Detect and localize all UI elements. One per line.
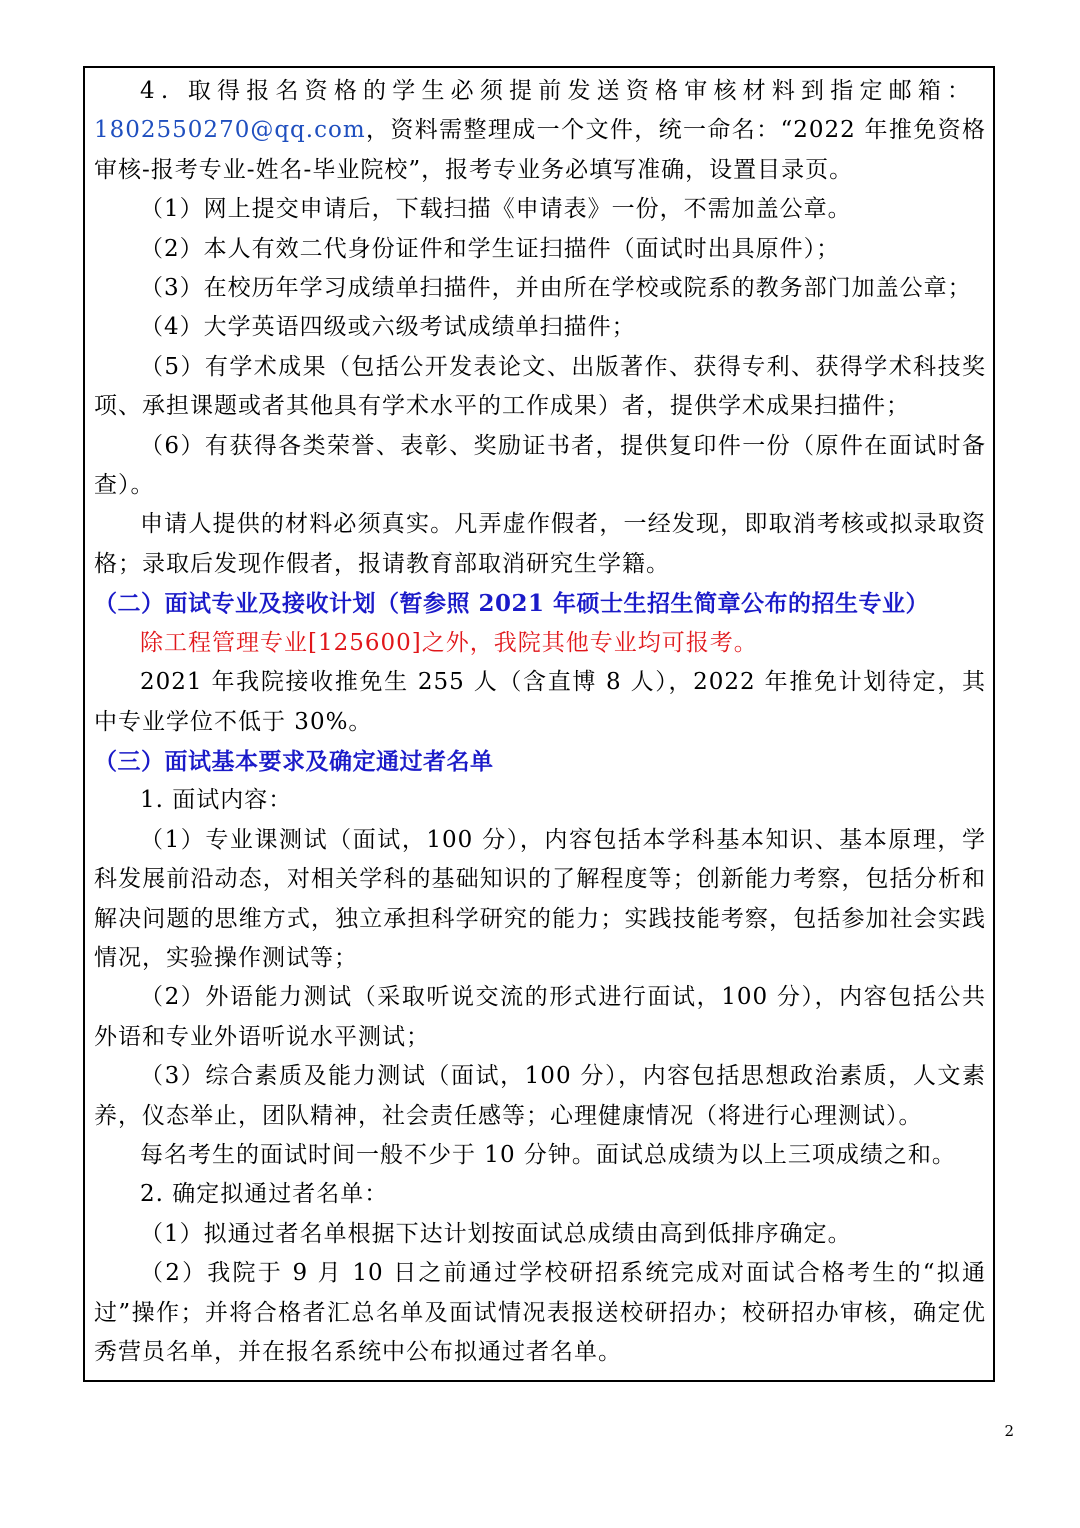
interview-duration: 每名考生的面试时间一般不少于 10 分钟。面试总成绩为以上三项成绩之和。 <box>140 1141 956 1168</box>
interview-content-item-1: （1）专业课测试（面试，100 分），内容包括本学科基本知识、基本原理，学科发展前沿动态，对相关学科的基础知识的了解程度等；创新能力考察，包括分析和解决问题的思维方式，独立承担科学研究的能力；实践技能考察，包括参加社会实践情况，实验操作测试等； <box>94 826 986 971</box>
email-address: 1802550270@qq.com <box>94 117 366 144</box>
authenticity-note: 申请人提供的材料必须真实。凡弄虚作假者，一经发现，即取消考核或拟录取资格；录取后发现作假者，报请教育部取消研究生学籍。 <box>94 511 986 577</box>
section2-plan: 2021 年我院接收推免生 255 人（含直博 8 人），2022 年推免计划待定，其中专业学位不低于 30%。 <box>94 669 986 735</box>
section2-red-note: 除工程管理专业[125600]之外，我院其他专业均可报考。 <box>140 629 758 656</box>
page-number: 2 <box>1004 1422 1014 1440</box>
section2-heading: （二）面试专业及接收计划（暂参照 2021 年硕士生招生简章公布的招生专业） <box>94 590 930 618</box>
item4-line1: 4. 取得报名资格的学生必须提前发送资格审核材料到指定邮箱： <box>140 78 977 104</box>
material-item-5: （5）有学术成果（包括公开发表论文、出版著作、获得专利、获得学术科技奖项、承担课题或者其他具有学术水平的工作成果）者，提供学术成果扫描件； <box>94 353 986 420</box>
document-content <box>94 72 986 1372</box>
interview-content-item-2: （2）外语能力测试（采取听说交流的形式进行面试，100 分），内容包括公共外语和专业外语听说水平测试； <box>94 984 986 1050</box>
material-item-6: （6）有获得各类荣誉、表彰、奖励证书者，提供复印件一份（原件在面试时备查）。 <box>94 432 986 499</box>
material-item-2: （2）本人有效二代身份证件和学生证扫描件（面试时出具原件）； <box>140 235 841 262</box>
pass-list-item-1: （1）拟通过者名单根据下达计划按面试总成绩由高到低排序确定。 <box>140 1220 852 1247</box>
pass-list-title: 2. 确定拟通过者名单： <box>140 1181 389 1208</box>
interview-content-item-3: （3）综合素质及能力测试（面试，100 分），内容包括思想政治素质，人文素养，仪态举止，团队精神，社会责任感等；心理健康情况（将进行心理测试）。 <box>94 1063 986 1129</box>
item4-paragraph <box>94 111 986 190</box>
material-item-3: （3）在校历年学习成绩单扫描件，并由所在学校或院系的教务部门加盖公章； <box>140 275 972 302</box>
section3-heading: （三）面试基本要求及确定通过者名单 <box>94 747 494 775</box>
material-item-1: （1）网上提交申请后，下载扫描《申请表》一份，不需加盖公章。 <box>140 196 852 223</box>
item4-rest: ，资料需整理成一个文件，统一命名：“2022 年推免资格审核-报考专业-姓名-毕业院校”，报考专业务必填写准确，设置目录页。 <box>94 117 986 183</box>
material-item-4: （4）大学英语四级或六级考试成绩单扫描件； <box>140 314 636 341</box>
interview-content-title: 1. 面试内容： <box>140 787 293 814</box>
pass-list-item-2: （2）我院于 9 月 10 日之前通过学校研招系统完成对面试合格考生的“拟通过”操作；并将合格者汇总名单及面试情况表报送校研招办；校研招办审核，确定优秀营员名单，并在报名系统中公布拟通过者名单。 <box>94 1260 986 1365</box>
